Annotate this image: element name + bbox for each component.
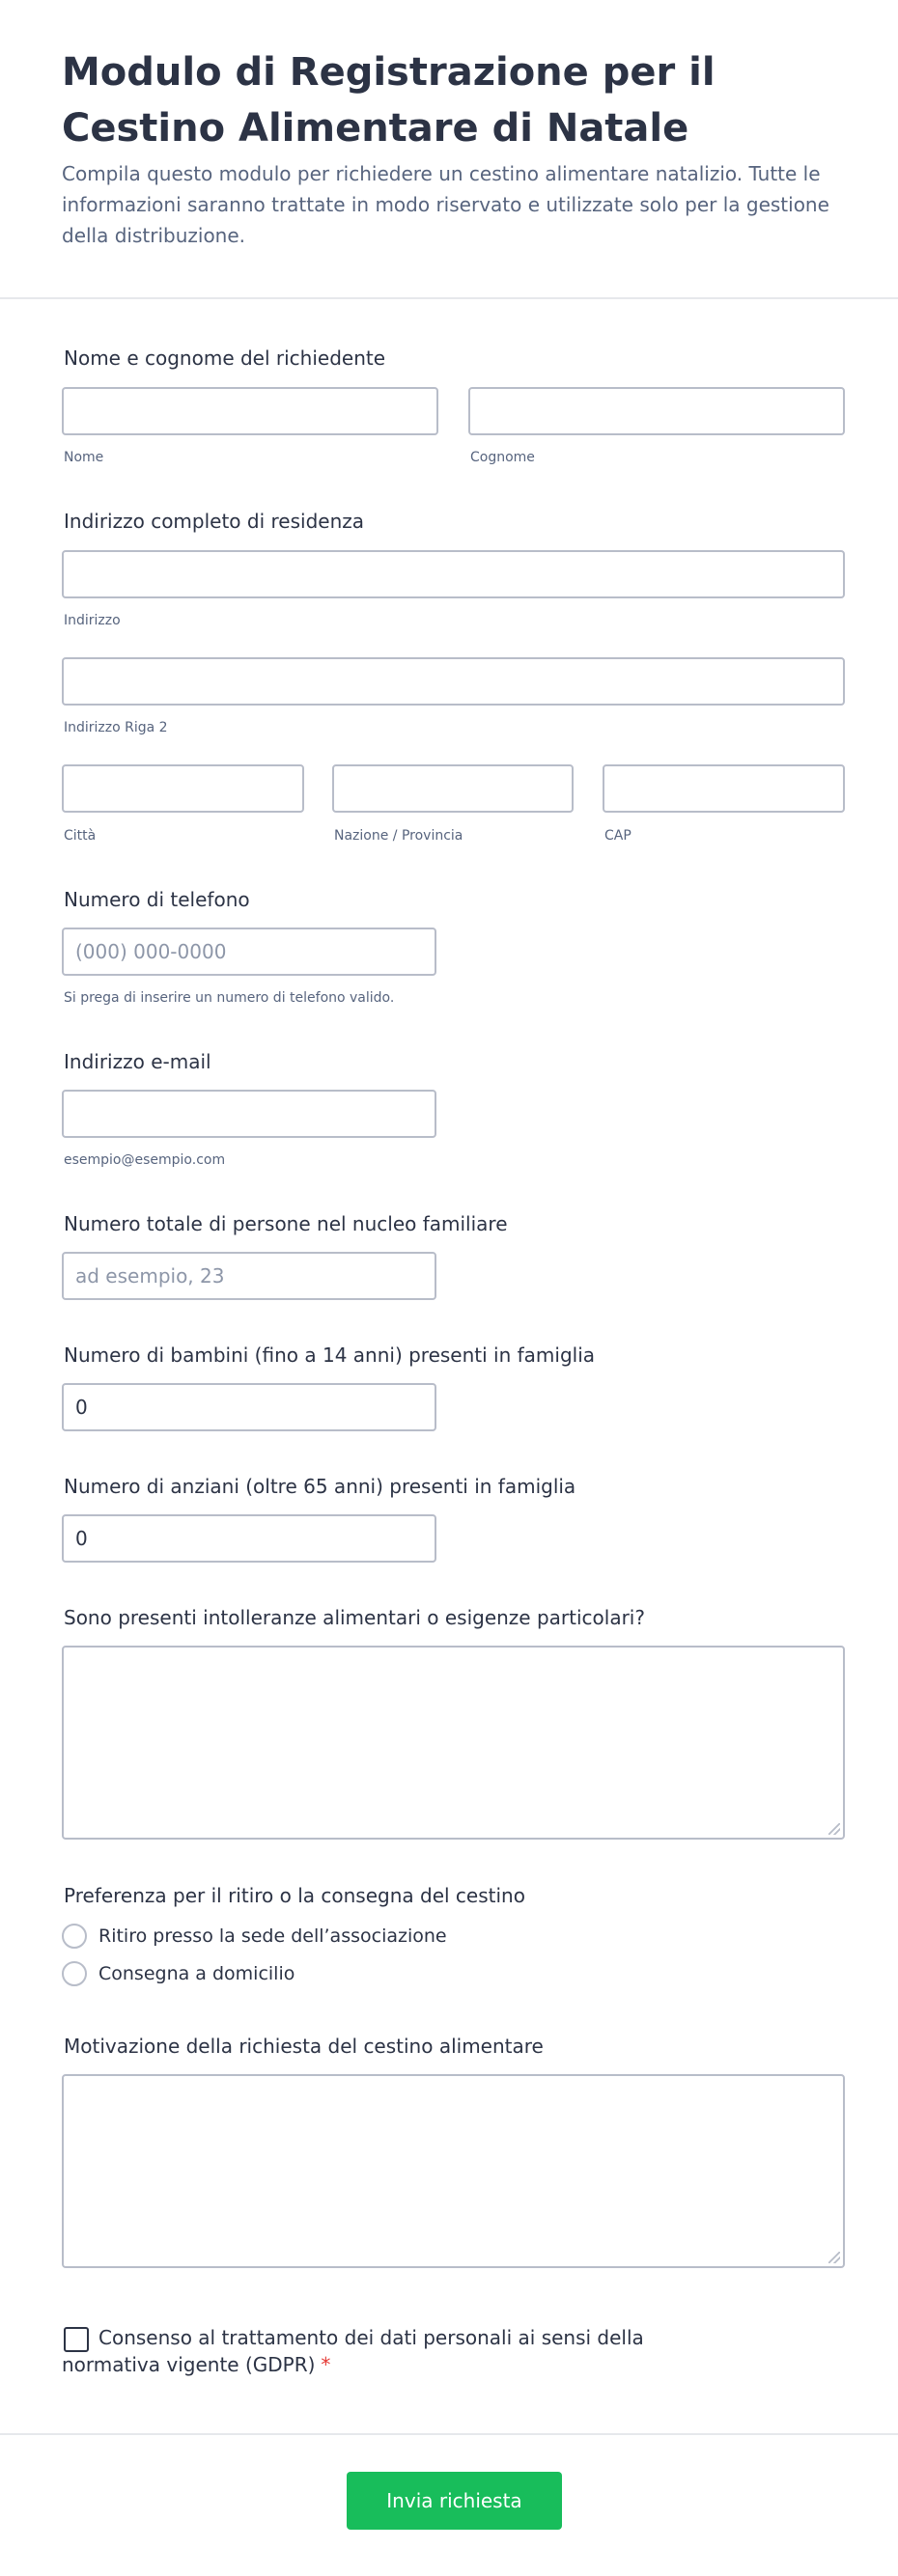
children-label: Numero di bambini (fino a 14 anni) presenti in famiglia <box>64 1343 596 1367</box>
city-sublabel: Città <box>64 828 97 844</box>
email-label: Indirizzo e-mail <box>64 1050 211 1073</box>
elderly-label: Numero di anziani (oltre 65 anni) presenti in famiglia <box>64 1475 576 1498</box>
motivation-label: Motivazione della richiesta del cestino alimentare <box>64 2035 544 2058</box>
city-input[interactable] <box>62 764 304 813</box>
address-line2-sublabel: Indirizzo Riga 2 <box>64 720 168 735</box>
form-title: Modulo di Registrazione per il Cestino Alimentare di Natale <box>62 50 716 151</box>
resize-handle-icon[interactable] <box>828 2252 840 2263</box>
consent-text <box>62 2324 718 2378</box>
form-header <box>0 0 898 299</box>
address-line2-input[interactable] <box>62 657 845 706</box>
form-description: Compila questo modulo per richiedere un cestino alimentare natalizio. Tutte le informazioni saranno trattate in modo riservato e utilizzate solo per la gestione della distribuzione. <box>62 162 829 247</box>
phone-sublabel: Si prega di inserire un numero di telefono valido. <box>64 990 395 1006</box>
radio-option-label: Ritiro presso la sede dell’associazione <box>98 1925 447 1947</box>
delivery-label: Preferenza per il ritiro o la consegna del cestino <box>64 1884 525 1907</box>
first-name-sublabel: Nome <box>64 450 104 465</box>
first-name-input[interactable] <box>62 387 438 435</box>
radio-option-pickup[interactable] <box>62 1922 447 1951</box>
consent-label: Consenso al trattamento dei dati personali ai sensi della normativa vigente (GDPR) <box>62 2326 644 2376</box>
phone-label: Numero di telefono <box>64 888 250 911</box>
email-input[interactable] <box>62 1090 436 1138</box>
resize-handle-icon[interactable] <box>828 1823 840 1835</box>
postal-code-sublabel: CAP <box>604 828 631 844</box>
intolerances-textarea[interactable] <box>62 1646 845 1840</box>
postal-code-input[interactable] <box>603 764 845 813</box>
radio-option-label: Consegna a domicilio <box>98 1963 295 1984</box>
radio-option-home-delivery[interactable] <box>62 1959 295 1988</box>
motivation-textarea[interactable] <box>62 2074 845 2268</box>
required-asterisk: * <box>321 2353 331 2376</box>
children-input[interactable] <box>62 1383 436 1431</box>
last-name-sublabel: Cognome <box>470 450 535 465</box>
submit-button[interactable]: Invia richiesta <box>347 2472 562 2530</box>
state-province-sublabel: Nazione / Provincia <box>334 828 463 844</box>
elderly-input[interactable] <box>62 1514 436 1563</box>
radio-button[interactable] <box>62 1924 87 1949</box>
household-label: Numero totale di persone nel nucleo familiare <box>64 1212 508 1235</box>
address-label: Indirizzo completo di residenza <box>64 510 365 533</box>
footer-divider <box>0 2433 898 2435</box>
name-label: Nome e cognome del richiedente <box>64 346 386 370</box>
street-address-sublabel: Indirizzo <box>64 613 121 628</box>
state-province-input[interactable] <box>332 764 574 813</box>
email-sublabel: esempio@esempio.com <box>64 1152 226 1168</box>
intolerances-label: Sono presenti intolleranze alimentari o esigenze particolari? <box>64 1606 645 1629</box>
household-input[interactable] <box>62 1252 436 1300</box>
last-name-input[interactable] <box>468 387 845 435</box>
radio-button[interactable] <box>62 1961 87 1986</box>
street-address-input[interactable] <box>62 550 845 598</box>
phone-input[interactable] <box>62 928 436 976</box>
